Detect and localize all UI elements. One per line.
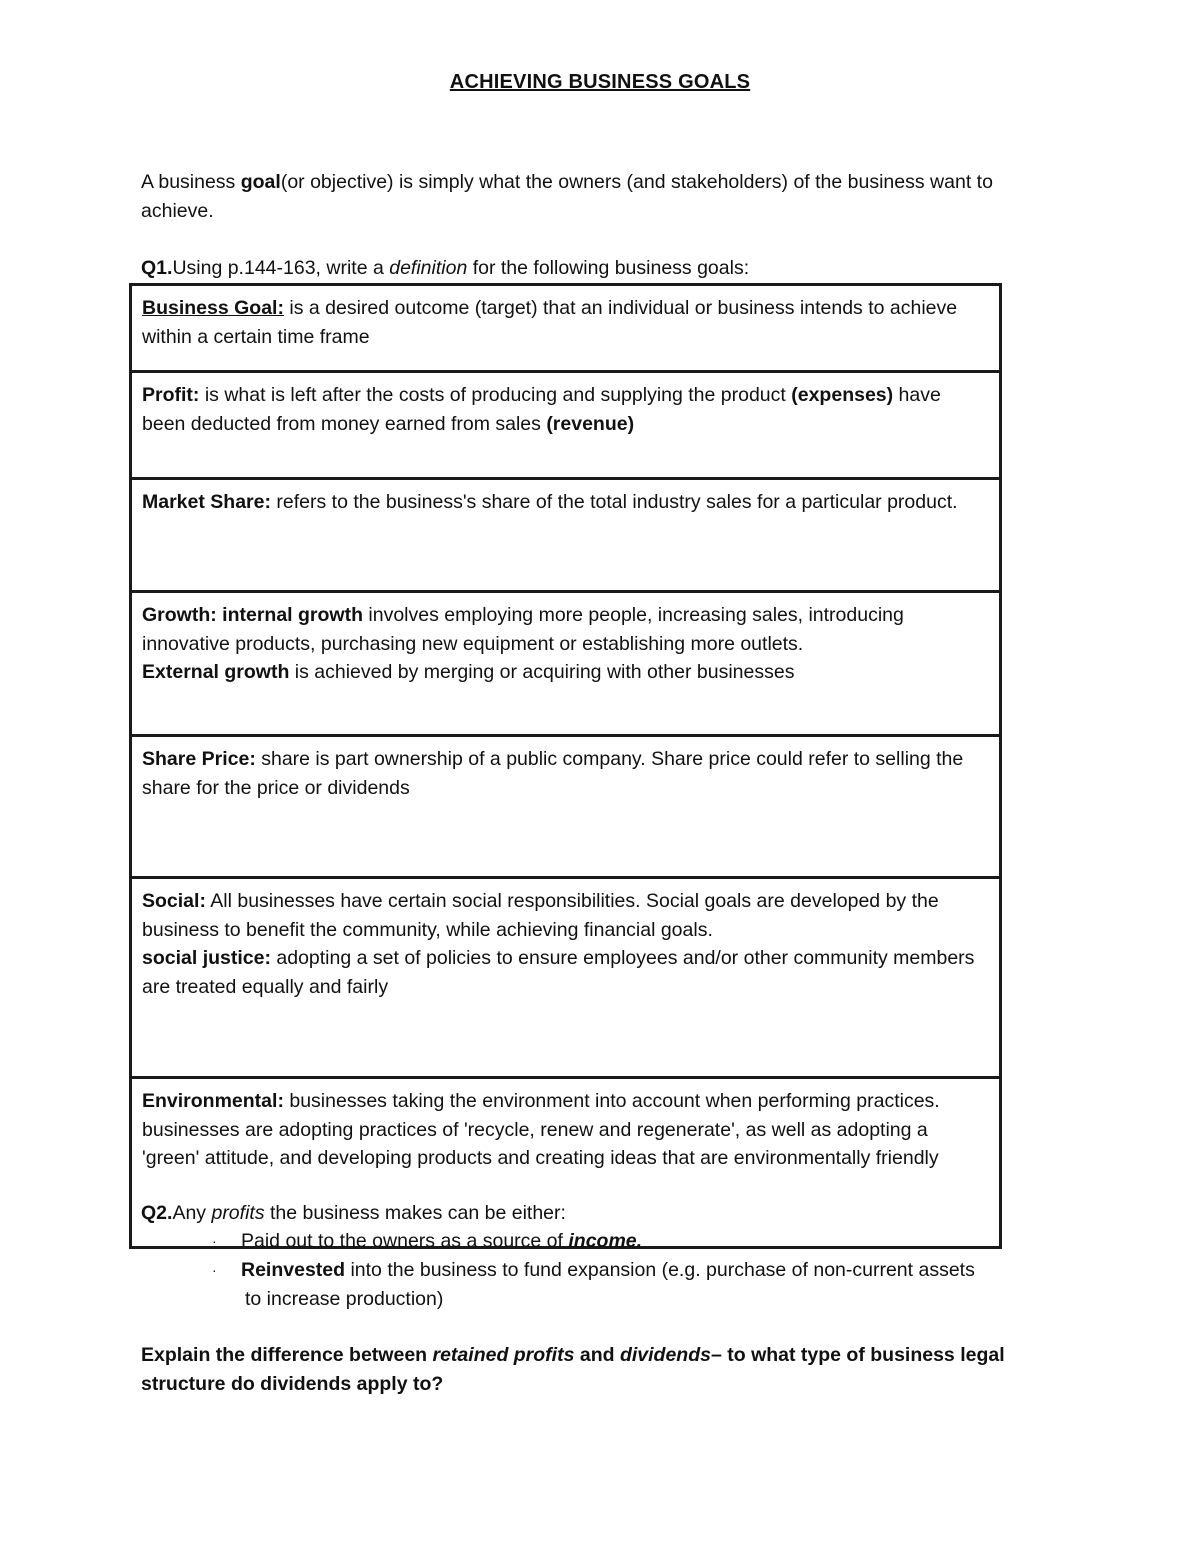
- definitions-table: [129, 283, 1002, 1249]
- social-justice-term: social justice:: [142, 947, 271, 969]
- environmental-label: Environmental:: [142, 1090, 284, 1112]
- bullet-icon: ·: [212, 1233, 217, 1249]
- list-item: · Reinvested into the business to fund expansion (e.g. purchase of non-current assets to increase production): [208, 1256, 1088, 1314]
- question-2: Q2.Any profits the business makes can be either:: [141, 1202, 566, 1224]
- reinvested-term: Reinvested: [241, 1259, 346, 1281]
- page-title: ACHIEVING BUSINESS GOALS: [449, 71, 751, 93]
- business-goal-cell[interactable]: [131, 285, 1001, 372]
- table-row: [131, 372, 1001, 479]
- environmental-definition: businesses taking the environment into account when performing practices. businesses are adopting practices of 'recycle, renew and regenerate', as well as adopting a 'green' attitude, and developing products and creating ideas that are environmentally friendly: [142, 1090, 940, 1169]
- revenue-term: (revenue): [546, 412, 635, 435]
- profit-options-list: [208, 1227, 1088, 1314]
- expenses-term: (expenses): [791, 384, 894, 406]
- growth-label: Growth:: [142, 604, 217, 626]
- profit-label: Profit:: [142, 384, 200, 406]
- internal-growth-term: internal growth: [216, 604, 363, 626]
- business-goal-label: Business Goal:: [142, 297, 284, 319]
- growth-cell[interactable]: Growth: internal growth involves employing more people, increasing sales, introducing innovative products, purchasing new equipment or establishing more outlets. External growth is achieved by merging or acquiring with other businesses: [131, 592, 1001, 736]
- profits-term: profits: [211, 1202, 265, 1224]
- market-share-cell[interactable]: [131, 479, 1001, 592]
- market-share-definition: refers to the business's share of the total industry sales for a particular product.: [270, 491, 958, 513]
- intro-paragraph: A business goal(or objective) is simply what the owners (and stakeholders) of the business want to achieve.: [141, 171, 993, 222]
- share-price-cell[interactable]: [131, 736, 1001, 878]
- external-growth-term: External growth: [142, 661, 290, 683]
- dividends-term: dividends: [619, 1344, 711, 1366]
- definition-term: definition: [389, 257, 468, 279]
- q1-number: Q1.: [141, 257, 173, 279]
- q2-number: Q2.: [141, 1202, 173, 1224]
- market-share-label: Market Share:: [142, 491, 271, 513]
- share-price-label: Share Price:: [142, 748, 256, 770]
- profit-cell[interactable]: Profit: is what is left after the costs of producing and supplying the product (expenses) have been deducted from money earned from sales (revenue): [131, 372, 1001, 479]
- table-row: [131, 736, 1001, 878]
- question-1: Q1.Using p.144-163, write a definition for the following business goals:: [141, 257, 750, 279]
- income-term: income.: [568, 1230, 643, 1252]
- explain-question: Explain the difference between retained profits and dividends– to what type of business legal structure do dividends apply to?: [141, 1344, 1005, 1395]
- business-goal-definition: is a desired outcome (target) that an individual or business intends to achieve within a certain time frame: [142, 297, 958, 348]
- bullet-icon: ·: [212, 1262, 217, 1278]
- table-row: [131, 592, 1001, 736]
- list-item: · Paid out to the owners as a source of income.: [208, 1227, 1088, 1256]
- table-row: [131, 285, 1001, 372]
- share-price-definition: share is part ownership of a public company. Share price could refer to selling the share for the price or dividends: [142, 748, 964, 799]
- retained-profits-term: retained profits: [432, 1344, 575, 1366]
- table-row: [131, 878, 1001, 1078]
- table-row: [131, 479, 1001, 592]
- goal-term: goal: [240, 171, 281, 193]
- social-cell[interactable]: Social: All businesses have certain social responsibilities. Social goals are developed by the business to benefit the community, while achieving financial goals. social justice: adopting a set of policies to ensure employees and/or other community members are treated equally and fairly: [131, 878, 1001, 1078]
- social-label: Social:: [142, 890, 206, 912]
